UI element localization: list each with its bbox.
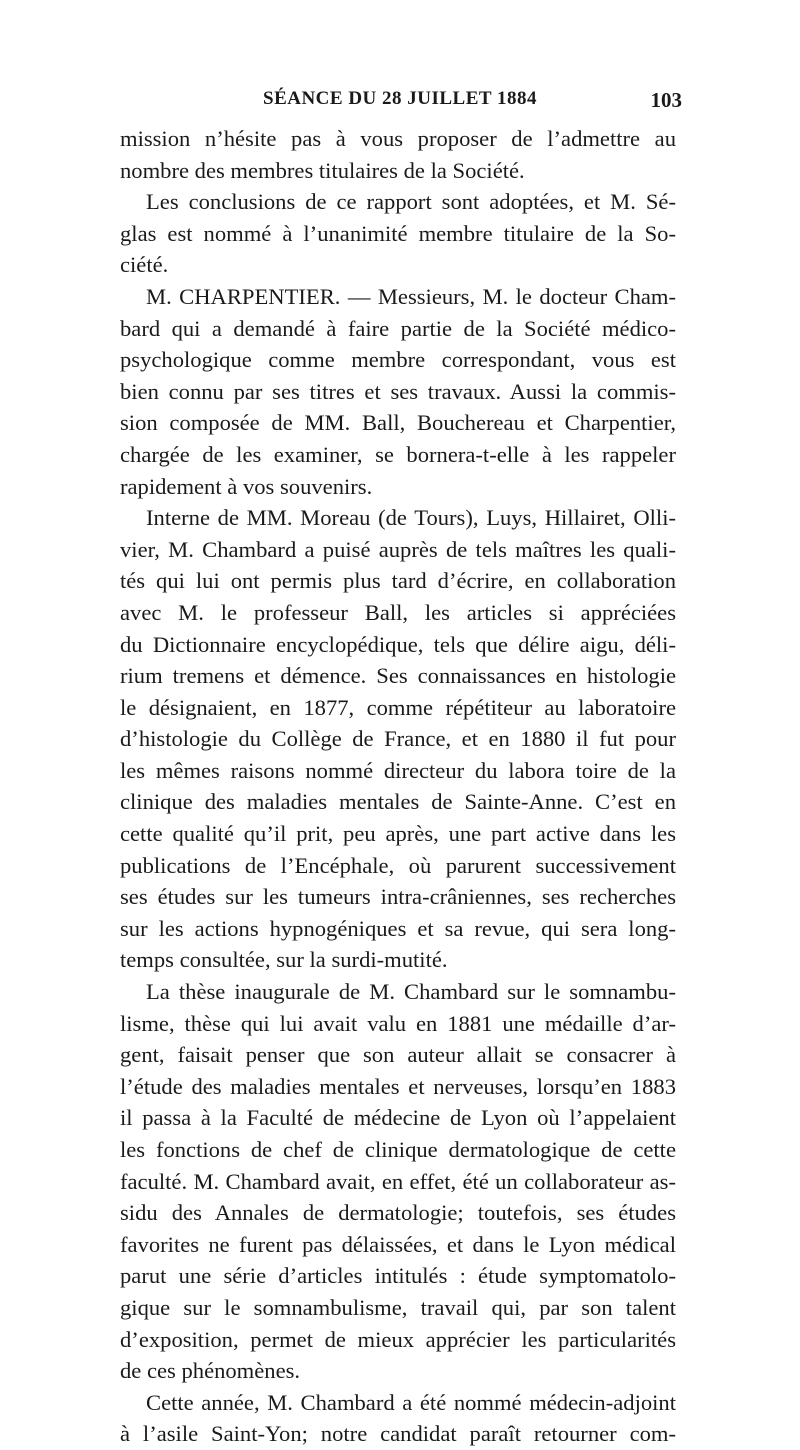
text-line: nombre des membres titulaires de la Société.	[120, 157, 525, 183]
text-line: rapidement à vos souvenirs.	[120, 473, 373, 499]
text-line: M. CHARPENTIER. — Messieurs, M. le docteur Cham-	[146, 283, 676, 309]
text-line: d’exposition, permet de mieux apprécier les particularités	[120, 1326, 676, 1352]
text-line: sur les actions hypnogéniques et sa revue, qui sera long-	[120, 915, 676, 941]
text-line: lisme, thèse qui lui avait valu en 1881 une médaille d’ar-	[120, 1010, 676, 1036]
text-line: ses études sur les tumeurs intra-crâniennes, ses recherches	[120, 884, 676, 910]
text-line: les fonctions de chef de clinique dermatologique de cette	[120, 1137, 676, 1162]
text-line: ciété.	[120, 252, 169, 278]
body-text	[120, 123, 676, 1450]
text-line: publications de l’Encéphale, où parurent successivement	[120, 852, 676, 878]
text-line: du Dictionnaire encyclopédique, tels que délire aigu, déli-	[120, 631, 676, 657]
text-line: le désignaient, en 1877, comme répétiteur au laboratoire	[120, 694, 676, 720]
text-line: d’histologie du Collège de France, et en 1880 il fut pour	[120, 726, 676, 752]
text-line: chargée de les examiner, se bornera-t-elle à les rappeler	[120, 441, 676, 467]
text-line: temps consultée, sur la surdi-mutité.	[120, 947, 448, 973]
text-line: psychologique comme membre correspondant, vous est	[120, 347, 676, 373]
text-line: avec M. le professeur Ball, les articles si appréciées	[120, 599, 676, 625]
text-line: gique sur le somnambulisme, travail qui, par son talent	[120, 1294, 676, 1320]
text-line: tés qui lui ont permis plus tard d’écrire, en collaboration	[120, 568, 676, 594]
text-line: il passa à la Faculté de médecine de Lyon où l’appelaient	[120, 1105, 676, 1131]
text-line: clinique des maladies mentales de Sainte-Anne. C’est en	[120, 789, 676, 815]
text-line: gent, faisait penser que son auteur allait se consacrer à	[120, 1042, 676, 1068]
text-line: rium tremens et démence. Ses connaissances en histologie	[120, 663, 676, 689]
running-head	[120, 88, 680, 118]
text-line: bien connu par ses titres et ses travaux. Aussi la commis-	[120, 378, 676, 404]
text-line: vier, M. Chambard a puisé auprès de tels maîtres les quali-	[120, 536, 676, 562]
text-line: bard qui a demandé à faire partie de la Société médico-	[120, 315, 676, 341]
text-line: Cette année, M. Chambard a été nommé médecin-adjoint	[146, 1389, 676, 1415]
text-line: sion composée de MM. Ball, Bouchereau et Charpentier,	[120, 410, 676, 436]
text-line: sidu des Annales de dermatologie; toutefois, ses études	[120, 1200, 676, 1226]
text-line: les mêmes raisons nommé directeur du labora toire de la	[120, 757, 676, 783]
text-line: cette qualité qu’il prit, peu après, une part active dans les	[120, 821, 676, 847]
running-title: SÉANCE DU 28 JUILLET 1884	[263, 88, 537, 109]
text-line: à l’asile Saint-Yon; notre candidat paraît retourner com-	[120, 1421, 676, 1447]
text-line: mission n’hésite pas à vous proposer de l’admettre au	[120, 126, 676, 151]
text-line: faculté. M. Chambard avait, en effet, été un collaborateur as-	[120, 1168, 676, 1194]
text-line: favorites ne furent pas délaissées, et dans le Lyon médical	[120, 1231, 676, 1257]
text-line: parut une série d’articles intitulés : étude symptomatolo-	[120, 1263, 676, 1289]
text-line: Interne de MM. Moreau (de Tours), Luys, Hillairet, Olli-	[146, 505, 676, 531]
page-number: 103	[650, 88, 682, 112]
text-line: glas est nommé à l’unanimité membre titulaire de la So-	[120, 220, 676, 246]
text-line: l’étude des maladies mentales et nerveuses, lorsqu’en 1883	[120, 1073, 676, 1099]
text-line: de ces phénomènes.	[120, 1358, 301, 1384]
text-line: Les conclusions de ce rapport sont adoptées, et M. Sé-	[146, 189, 676, 215]
text-line: La thèse inaugurale de M. Chambard sur le somnambu-	[146, 979, 676, 1005]
